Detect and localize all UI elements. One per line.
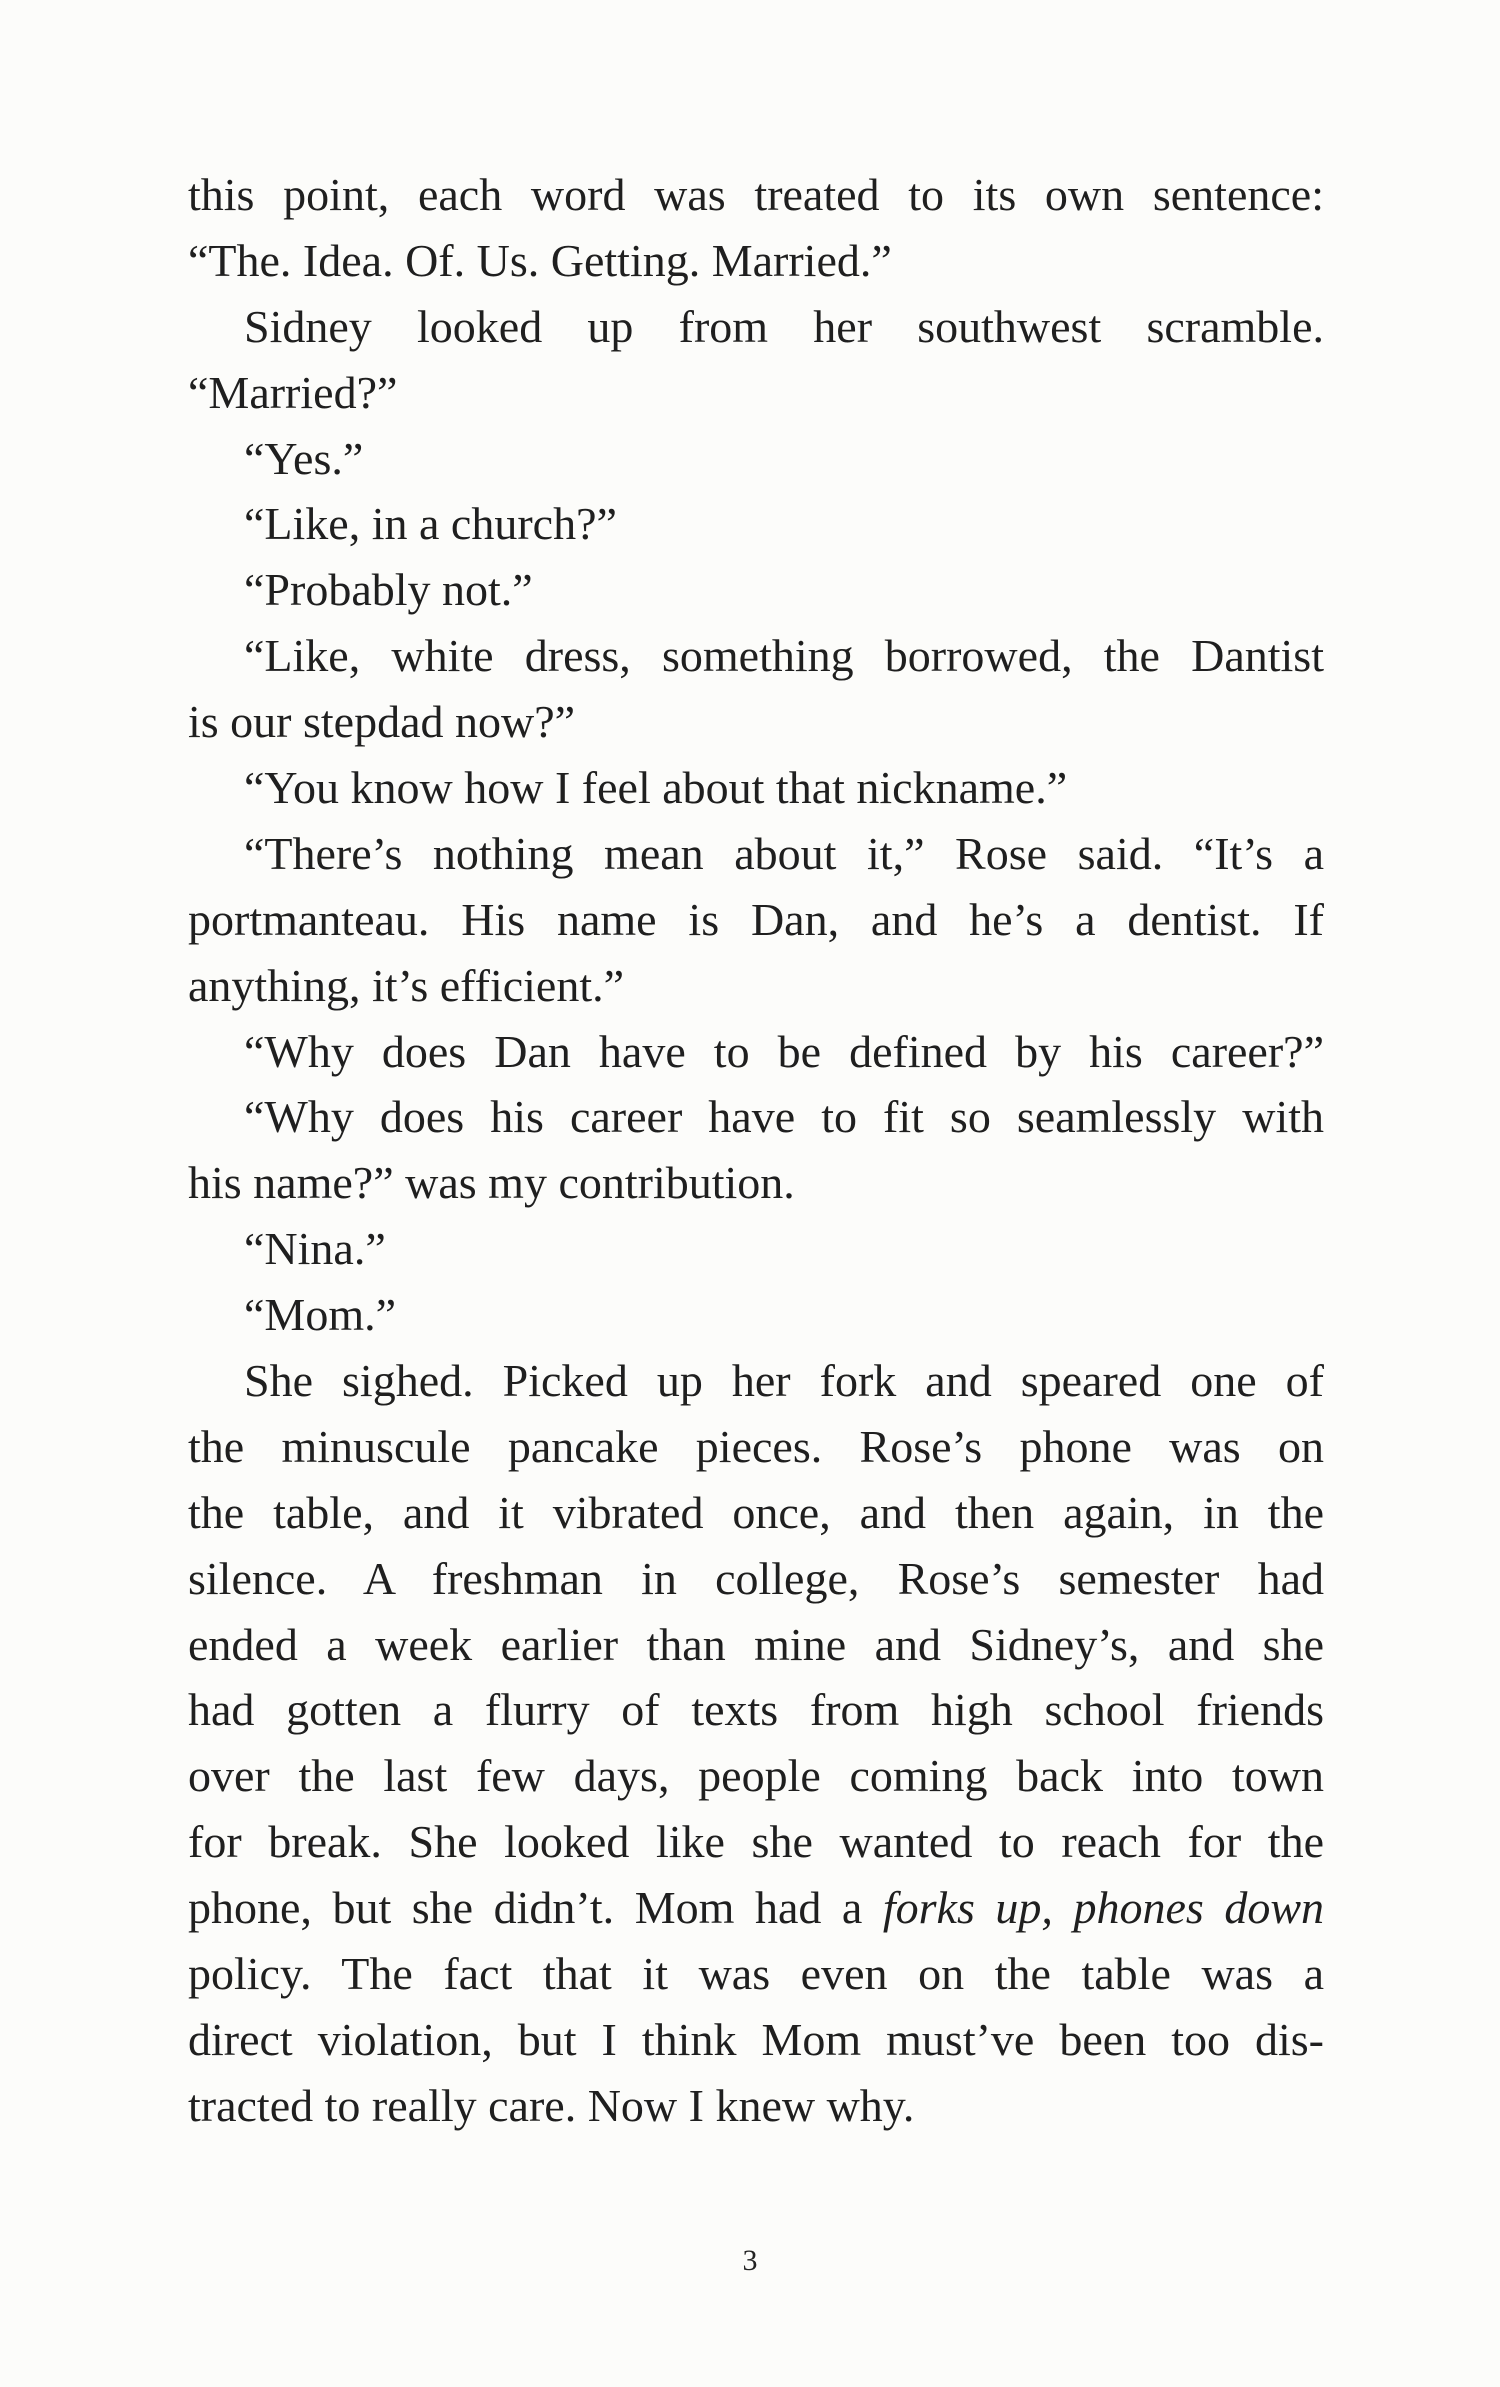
italic-phrase: forks up, phones down <box>882 1882 1324 1934</box>
text-line <box>188 1875 1324 1941</box>
text-line-content: Sidney looked up from her southwest scramble. <box>244 300 1324 352</box>
text-line <box>188 689 1324 755</box>
text-line <box>188 887 1324 953</box>
text-line-content: “Like, in a church?” <box>244 498 617 550</box>
text-line-content: portmanteau. His name is Dan, and he’s a dentist. If <box>188 893 1324 945</box>
text-line <box>188 228 1324 294</box>
text-line-content: policy. The fact that it was even on the table was a <box>188 1948 1324 2000</box>
text-line <box>188 491 1324 557</box>
text-line <box>188 1150 1324 1216</box>
text-line-content: ended a week earlier than mine and Sidney’s, and she <box>188 1618 1324 1670</box>
text-line <box>188 1414 1324 1480</box>
text-line <box>188 821 1324 887</box>
text-line-content: phone, but she didn’t. Mom had a <box>188 1882 883 1934</box>
text-line-content: “You know how I feel about that nickname.” <box>244 762 1068 814</box>
text-line <box>188 1546 1324 1612</box>
text-line-content: “The. Idea. Of. Us. Getting. Married.” <box>188 234 892 286</box>
text-line <box>188 426 1324 492</box>
text-line-content: this point, each word was treated to its own sentence: <box>188 169 1324 220</box>
text-line <box>188 1480 1324 1546</box>
page-number: 3 <box>742 2244 758 2277</box>
text-line <box>188 557 1324 623</box>
text-line-content: “Yes.” <box>244 432 364 484</box>
text-line <box>188 1743 1324 1809</box>
text-line-content: “Married?” <box>188 366 398 418</box>
text-line-content: tracted to really care. Now I knew why. <box>188 2079 915 2131</box>
text-line <box>188 1677 1324 1743</box>
text-line <box>188 1941 1324 2007</box>
text-line-content: direct violation, but I think Mom must’ve been too dis- <box>188 2013 1324 2065</box>
text-line <box>188 1084 1324 1150</box>
text-line <box>188 623 1324 689</box>
text-line-content: the table, and it vibrated once, and then again, in the <box>188 1486 1324 1538</box>
text-line-content: She sighed. Picked up her fork and speared one of <box>244 1355 1324 1407</box>
text-line-content: “Nina.” <box>244 1223 386 1275</box>
text-line <box>188 1348 1324 1414</box>
text-line-content: “Like, white dress, something borrowed, the Dantist <box>244 630 1324 682</box>
text-line-content: silence. A freshman in college, Rose’s semester had <box>188 1552 1324 1604</box>
text-line-content: “Why does his career have to fit so seamlessly with <box>244 1091 1324 1143</box>
text-line-content: is our stepdad now?” <box>188 696 576 748</box>
text-line <box>188 2073 1324 2139</box>
text-line <box>188 1612 1324 1678</box>
text-line-content: “Mom.” <box>244 1289 397 1341</box>
text-line <box>188 360 1324 426</box>
text-line-content: anything, it’s efficient.” <box>188 959 625 1011</box>
text-line-content: had gotten a flurry of texts from high school friends <box>188 1684 1324 1736</box>
text-line <box>188 1809 1324 1875</box>
text-line <box>188 294 1324 360</box>
text-line-content: over the last few days, people coming back into town <box>188 1750 1324 1802</box>
text-line-content: “Probably not.” <box>244 564 533 616</box>
text-line <box>188 2007 1324 2073</box>
text-line <box>188 162 1324 228</box>
body-text <box>188 162 1324 2139</box>
text-line-content: “Why does Dan have to be defined by his career?” <box>244 1025 1324 1077</box>
text-line <box>188 1216 1324 1282</box>
text-line <box>188 1282 1324 1348</box>
text-line-content: “There’s nothing mean about it,” Rose said. “It’s a <box>244 827 1324 879</box>
text-line <box>188 953 1324 1019</box>
text-line <box>188 1019 1324 1085</box>
text-line-content: for break. She looked like she wanted to reach for the <box>188 1816 1324 1868</box>
text-line <box>188 755 1324 821</box>
text-line-content: the minuscule pancake pieces. Rose’s phone was on <box>188 1420 1324 1472</box>
text-line-content: his name?” was my contribution. <box>188 1157 795 1209</box>
